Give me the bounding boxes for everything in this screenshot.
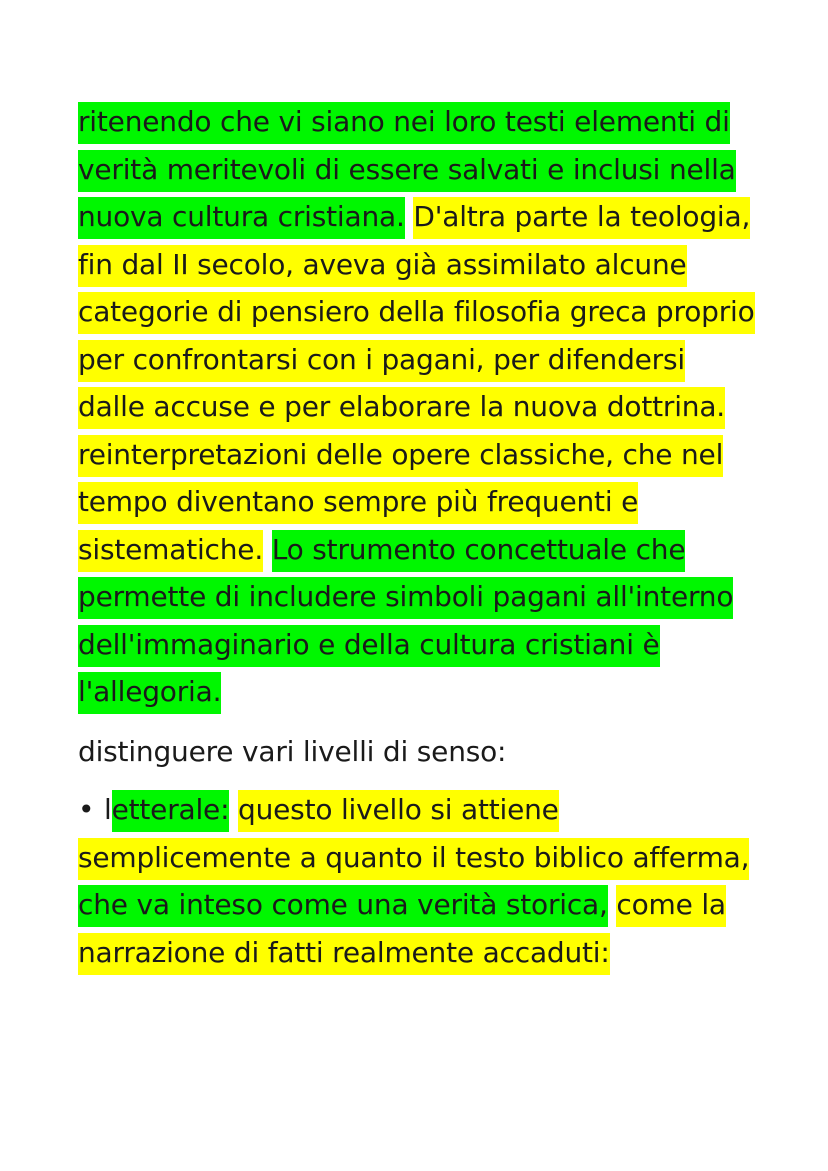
paragraph-levels-intro: distinguere vari livelli di senso: bbox=[78, 735, 507, 768]
highlight-green-term: etterale: bbox=[112, 790, 230, 832]
term-initial: l bbox=[104, 793, 112, 826]
highlight-green-sentence: che va inteso come una verità storica, bbox=[78, 885, 608, 927]
highlight-green-sentence: ritenendo che vi siano nei loro testi elementi di verità meritevoli di essere salvati e inclusi nella nuova cultura cristiana. bbox=[78, 102, 736, 239]
highlight-yellow-sentence: come la narrazione di fatti realmente accaduti: bbox=[78, 885, 726, 975]
paragraph-allegory bbox=[78, 98, 758, 716]
list-item-literal bbox=[78, 786, 758, 976]
highlight-yellow-sentence: reinterpretazioni delle opere classiche, che nel tempo diventano sempre più frequenti e sistematiche. bbox=[78, 435, 723, 572]
highlight-yellow-sentence: questo livello si attiene semplicemente a quanto il testo biblico afferma, bbox=[78, 790, 749, 880]
bullet-icon: • bbox=[78, 793, 95, 826]
highlight-green-sentence: Lo strumento concettuale che permette di includere simboli pagani all'interno dell'immaginario e della cultura cristiani è l'allegoria. bbox=[78, 530, 733, 715]
highlight-yellow-sentence: D'altra parte la teologia, fin dal II secolo, aveva già assimilato alcune categorie di pensiero della filosofia greca proprio per confrontarsi con i pagani, per difendersi dalle accuse e per elaborare la nuova dottrina. bbox=[78, 197, 755, 429]
